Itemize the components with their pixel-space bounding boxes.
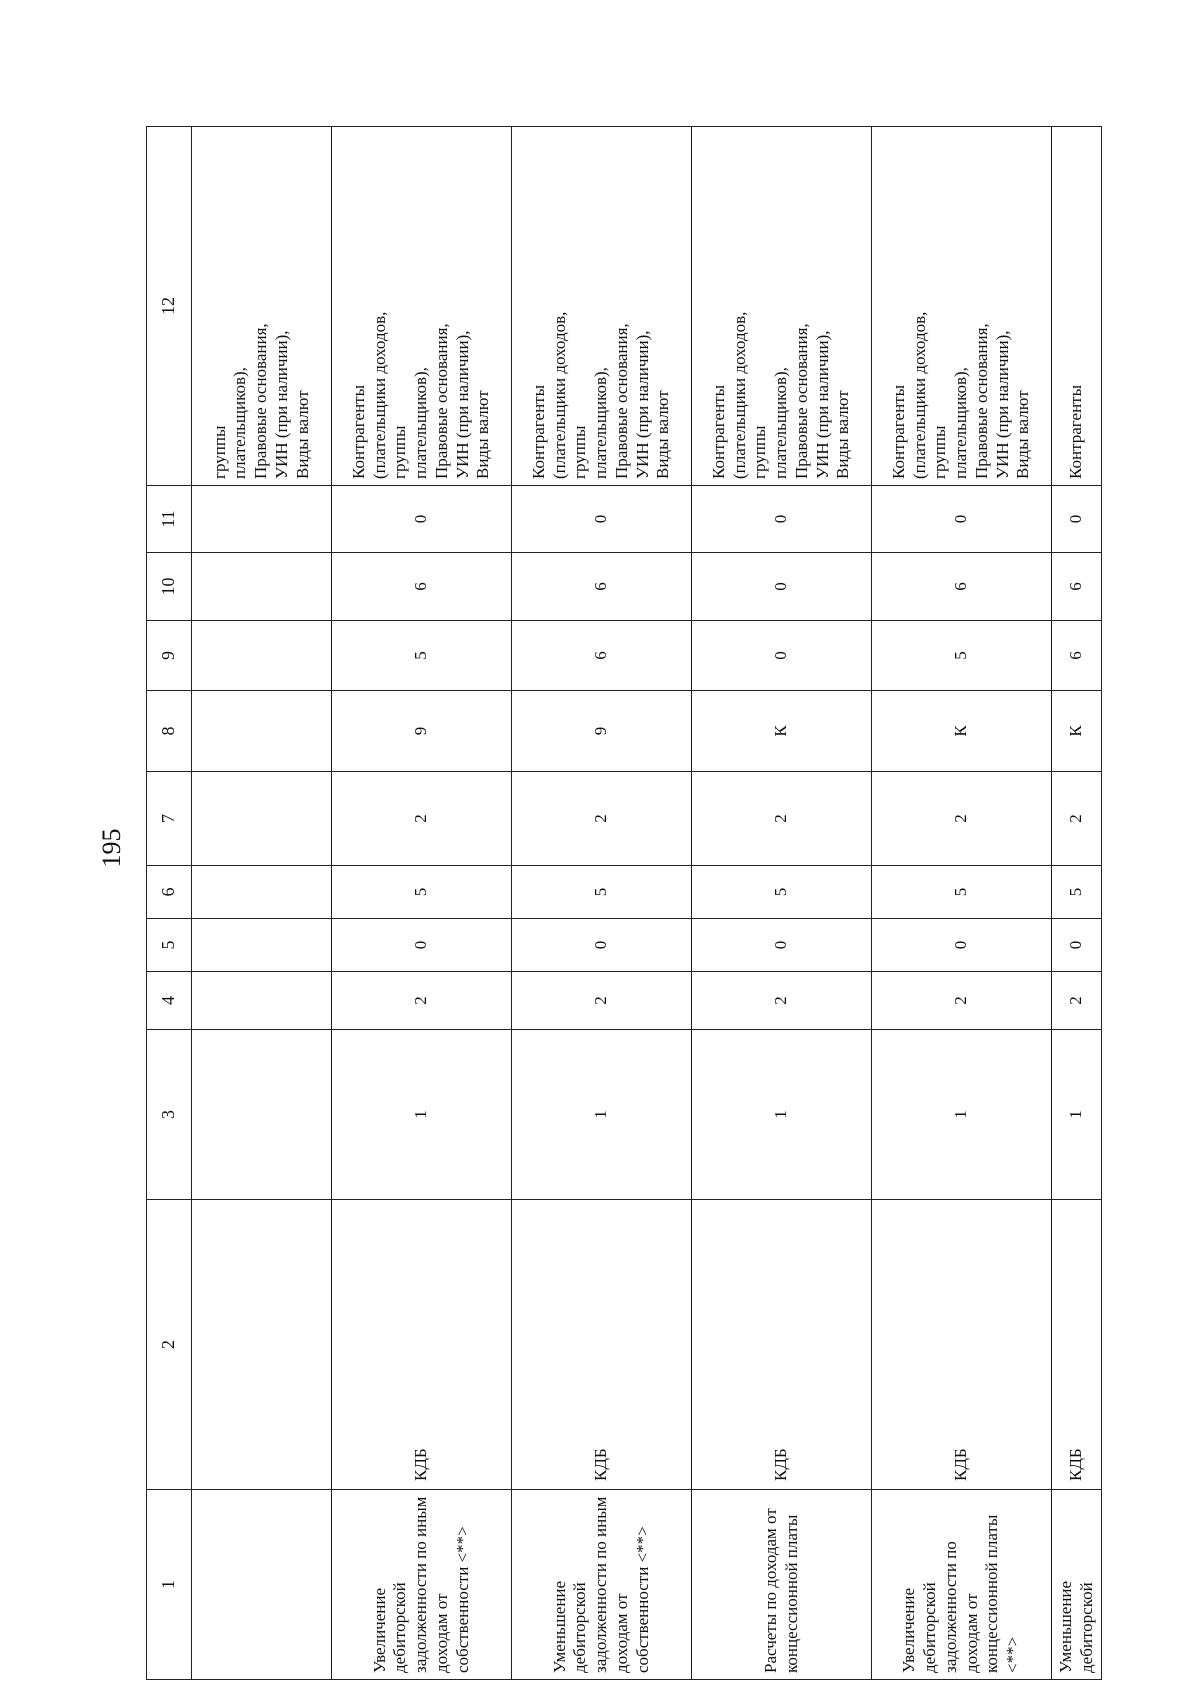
code-digit: 2 [1052, 972, 1102, 1030]
page-number: 195 [97, 828, 126, 868]
code-digit: 5 [872, 621, 1052, 691]
analytics-cell [512, 127, 692, 486]
analytics-cell [692, 127, 872, 486]
analytics-line: Контрагенты [708, 384, 728, 479]
code-type: КДБ [692, 1200, 872, 1490]
analytics-line: Виды валют [292, 390, 312, 479]
analytics-line: УИН (при наличии), [632, 330, 652, 479]
operation-name: Уменьшение дебиторской задолженности по иным доходам от собственности <**> [512, 1490, 692, 1680]
code-type: КДБ [1052, 1200, 1102, 1490]
code-digit: 0 [332, 486, 512, 553]
analytics-line: плательщиков), [771, 367, 791, 479]
code-digit: К [872, 691, 1052, 772]
analytics-line: Правовые основания, [251, 323, 271, 479]
code-digit: 2 [1052, 772, 1102, 866]
table-row [872, 127, 1052, 1680]
table-cell-empty [192, 486, 332, 553]
analytics-cell [332, 127, 512, 486]
operation-name: Увеличение дебиторской задолженности по иным доходам от собственности <**> [332, 1490, 512, 1680]
code-digit: 9 [512, 691, 692, 772]
code-digit: 1 [872, 1030, 1052, 1200]
table-cell-empty [192, 919, 332, 972]
analytics-line: (плательщики доходов, [369, 311, 389, 479]
operation-name: Увеличение дебиторской задолженности по доходам от концессионной платы <**> [872, 1490, 1052, 1680]
code-digit: 0 [1052, 919, 1102, 972]
code-digit: 0 [512, 486, 692, 553]
code-digit: 1 [512, 1030, 692, 1200]
code-digit: 0 [692, 553, 872, 621]
table-cell-empty [192, 1030, 332, 1200]
code-digit: 2 [512, 972, 692, 1030]
code-digit: 2 [692, 972, 872, 1030]
table-row [1052, 127, 1102, 1680]
analytics-line: группы [570, 425, 590, 479]
code-digit: 5 [872, 866, 1052, 919]
header-cell: 1 [147, 1490, 192, 1680]
analytics-cell [1052, 127, 1102, 486]
header-cell: 2 [147, 1200, 192, 1490]
table-cell-empty [192, 621, 332, 691]
code-digit: 0 [692, 486, 872, 553]
header-cell: 8 [147, 691, 192, 772]
code-digit: 0 [512, 919, 692, 972]
analytics-line: УИН (при наличии), [992, 330, 1012, 479]
code-digit: 6 [1052, 621, 1102, 691]
analytics-line: (плательщики доходов, [909, 311, 929, 479]
table-cell-empty [192, 772, 332, 866]
table-row [332, 127, 512, 1680]
code-digit: 1 [332, 1030, 512, 1200]
analytics-line: Виды валют [1013, 390, 1033, 479]
analytics-line: Контрагенты [888, 384, 908, 479]
operation-name: Уменьшение дебиторской [1052, 1490, 1102, 1680]
code-digit: 1 [692, 1030, 872, 1200]
analytics-line: Виды валют [473, 390, 493, 479]
code-digit: 0 [1052, 486, 1102, 553]
code-digit: 0 [332, 919, 512, 972]
code-digit: 2 [872, 772, 1052, 866]
analytics-cell [192, 127, 332, 486]
analytics-line: (плательщики доходов, [549, 311, 569, 479]
header-cell: 12 [147, 127, 192, 486]
header-cell: 4 [147, 972, 192, 1030]
analytics-cell [872, 127, 1052, 486]
table-cell-empty [192, 972, 332, 1030]
code-digit: 6 [512, 553, 692, 621]
code-digit: 5 [692, 866, 872, 919]
analytics-line: плательщиков), [591, 367, 611, 479]
table-row [692, 127, 872, 1680]
analytics-line: Контрагенты [348, 384, 368, 479]
table-cell-empty [192, 1200, 332, 1490]
header-cell: 7 [147, 772, 192, 866]
code-digit: 5 [512, 866, 692, 919]
code-digit: 2 [692, 772, 872, 866]
analytics-line: плательщиков), [951, 367, 971, 479]
analytics-line: Правовые основания, [971, 323, 991, 479]
analytics-line: (плательщики доходов, [729, 311, 749, 479]
analytics-line: плательщиков), [230, 367, 250, 479]
analytics-line: УИН (при наличии), [812, 330, 832, 479]
analytics-line: группы [209, 425, 229, 479]
code-digit: 6 [512, 621, 692, 691]
code-digit: 2 [512, 772, 692, 866]
operation-name: Расчеты по доходам от концессионной платы [692, 1490, 872, 1680]
code-digit: 0 [872, 919, 1052, 972]
code-digit: К [692, 691, 872, 772]
table-cell-empty [192, 691, 332, 772]
code-digit: 9 [332, 691, 512, 772]
analytics-line: Контрагенты [1066, 384, 1086, 479]
code-digit: 1 [1052, 1030, 1102, 1200]
header-cell: 3 [147, 1030, 192, 1200]
analytics-line: Правовые основания, [791, 323, 811, 479]
header-cell: 10 [147, 553, 192, 621]
header-cell: 5 [147, 919, 192, 972]
code-type: КДБ [872, 1200, 1052, 1490]
table-cell-empty [192, 866, 332, 919]
analytics-line: УИН (при наличии), [271, 330, 291, 479]
table-cell-empty [192, 553, 332, 621]
header-cell: 11 [147, 486, 192, 553]
analytics-line: Контрагенты [528, 384, 548, 479]
code-type: КДБ [332, 1200, 512, 1490]
analytics-line: Виды валют [833, 390, 853, 479]
analytics-line: Виды валют [653, 390, 673, 479]
code-digit: 2 [332, 772, 512, 866]
code-digit: 6 [872, 553, 1052, 621]
analytics-line: Правовые основания, [431, 323, 451, 479]
analytics-line: группы [930, 425, 950, 479]
code-digit: 6 [1052, 553, 1102, 621]
continuation-row [192, 127, 332, 1680]
code-digit: 0 [692, 621, 872, 691]
header-row [147, 127, 192, 1680]
analytics-line: группы [390, 425, 410, 479]
code-digit: 6 [332, 553, 512, 621]
code-digit: 5 [1052, 866, 1102, 919]
table-row [512, 127, 692, 1680]
analytics-line: группы [750, 425, 770, 479]
code-digit: 5 [332, 621, 512, 691]
code-type: КДБ [512, 1200, 692, 1490]
analytics-line: Правовые основания, [611, 323, 631, 479]
analytics-line: УИН (при наличии), [452, 330, 472, 479]
accounts-table [146, 126, 1102, 1680]
code-digit: 2 [332, 972, 512, 1030]
code-digit: 5 [332, 866, 512, 919]
analytics-line: плательщиков), [411, 367, 431, 479]
code-digit: 0 [692, 919, 872, 972]
code-digit: К [1052, 691, 1102, 772]
header-cell: 6 [147, 866, 192, 919]
table-cell-empty [192, 1490, 332, 1680]
table-wrapper [146, 127, 1096, 1680]
header-cell: 9 [147, 621, 192, 691]
code-digit: 0 [872, 486, 1052, 553]
code-digit: 2 [872, 972, 1052, 1030]
rotated-table-sheet [146, 127, 1096, 1680]
